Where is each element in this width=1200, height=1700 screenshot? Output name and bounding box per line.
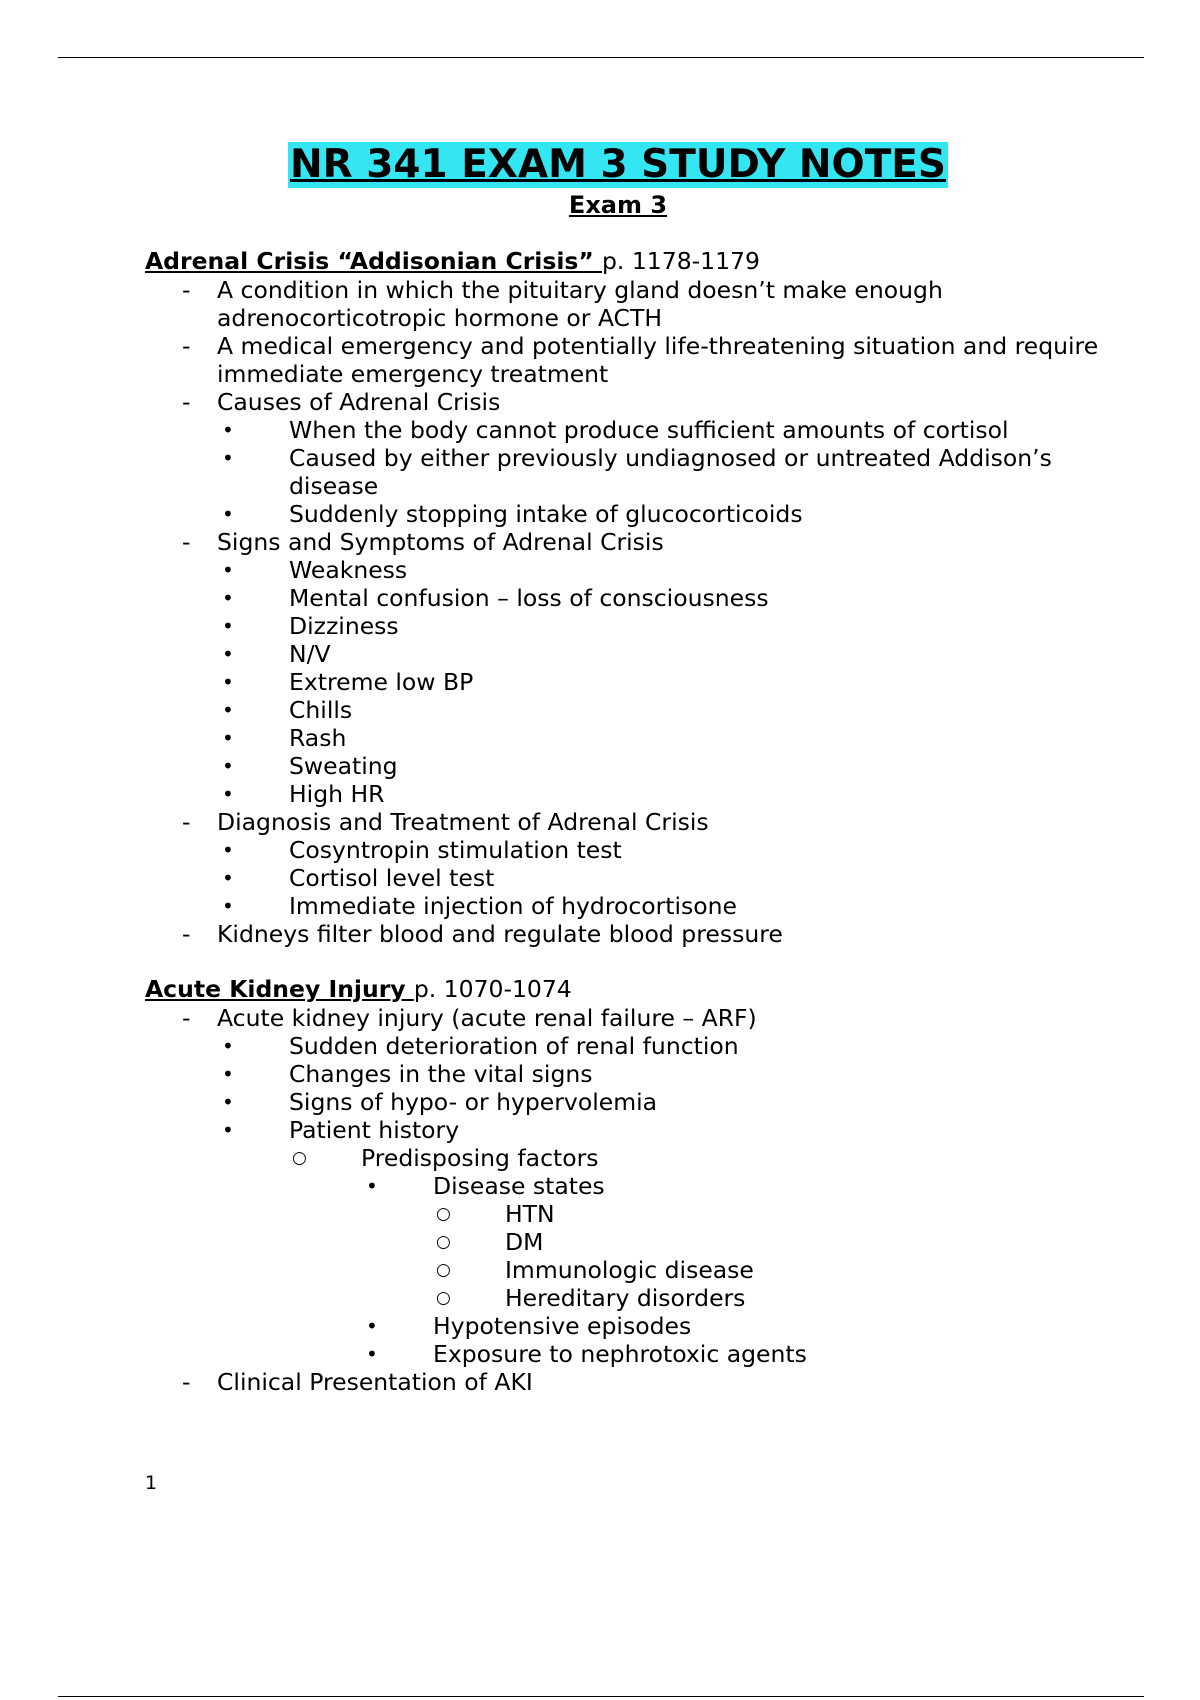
list-item (217, 1088, 1105, 1116)
list-item (289, 1144, 1105, 1368)
section-list (145, 276, 1105, 948)
list-item (433, 1200, 1105, 1228)
list-item (145, 528, 1105, 808)
list-item (361, 1172, 1105, 1312)
list-item (217, 584, 1105, 612)
sub-list (217, 836, 1105, 920)
circle-bullet-icon: ○ (436, 1232, 451, 1252)
list-item (217, 668, 1105, 696)
list-item (361, 1340, 1105, 1368)
list-item (217, 1032, 1105, 1060)
bullet-icon: • (222, 446, 234, 470)
section-heading (145, 246, 1105, 276)
item-text: Chills (289, 696, 353, 724)
list-item (217, 780, 1105, 808)
bullet-icon: • (222, 894, 234, 918)
dash-marker: - (182, 1004, 191, 1032)
item-text: A condition in which the pituitary gland doesn’t make enough adrenocorticotropic hormone or ACTH (217, 276, 943, 332)
dash-marker: - (182, 920, 191, 948)
item-text: Sudden deterioration of renal function (289, 1032, 739, 1060)
circle-bullet-icon: ○ (436, 1288, 451, 1308)
sub-list (217, 556, 1105, 808)
list-item (217, 752, 1105, 780)
list-item (217, 612, 1105, 640)
list-item (433, 1256, 1105, 1284)
item-text: Suddenly stopping intake of glucocorticoids (289, 500, 803, 528)
item-text: Hereditary disorders (505, 1284, 746, 1312)
item-text: Mental confusion – loss of consciousness (289, 584, 769, 612)
item-text: Patient history (289, 1116, 460, 1144)
item-text: Immediate injection of hydrocortisone (289, 892, 738, 920)
dash-marker: - (182, 276, 191, 304)
title-container (0, 142, 1200, 188)
bullet-icon: • (222, 754, 234, 778)
section-pages: p. 1070-1074 (413, 975, 572, 1003)
dash-marker: - (182, 332, 191, 360)
bullet-icon: • (222, 418, 234, 442)
bullet-icon: • (366, 1314, 378, 1338)
item-text: HTN (505, 1200, 555, 1228)
item-text: N/V (289, 640, 331, 668)
item-text: Causes of Adrenal Crisis (217, 388, 501, 416)
item-text: Diagnosis and Treatment of Adrenal Crisis (217, 808, 709, 836)
item-text: Exposure to nephrotoxic agents (433, 1340, 807, 1368)
item-text: High HR (289, 780, 385, 808)
page-number: 1 (145, 1472, 158, 1494)
section-title: Acute Kidney Injury (145, 975, 414, 1003)
bullet-icon: • (222, 1034, 234, 1058)
section-list (145, 1004, 1105, 1396)
list-item (145, 276, 1105, 332)
list-item (217, 696, 1105, 724)
dash-marker: - (182, 808, 191, 836)
document-title: NR 341 EXAM 3 STUDY NOTES (289, 142, 947, 187)
list-item (217, 1060, 1105, 1088)
item-text: Hypotensive episodes (433, 1312, 692, 1340)
item-text: Caused by either previously undiagnosed or untreated Addison’s disease (289, 444, 1052, 500)
bullet-icon: • (222, 1118, 234, 1142)
circle-bullet-icon: ○ (292, 1148, 307, 1168)
circle-bullet-icon: ○ (436, 1260, 451, 1280)
document-subtitle: Exam 3 (568, 191, 668, 219)
list-item (145, 808, 1105, 920)
dash-marker: - (182, 528, 191, 556)
bullet-icon: • (366, 1174, 378, 1198)
item-text: A medical emergency and potentially life-threatening situation and require immediate emergency treatment (217, 332, 1099, 388)
item-text: Signs of hypo- or hypervolemia (289, 1088, 658, 1116)
list-item (145, 1004, 1105, 1368)
sub-list (217, 1032, 1105, 1368)
sub-list (433, 1200, 1105, 1312)
bullet-icon: • (222, 838, 234, 862)
list-item (217, 640, 1105, 668)
dash-marker: - (182, 388, 191, 416)
bullet-icon: • (222, 782, 234, 806)
section-pages: p. 1178-1179 (602, 247, 760, 275)
sub-list (289, 1144, 1105, 1368)
list-item (217, 556, 1105, 584)
list-item (217, 500, 1105, 528)
item-text: Signs and Symptoms of Adrenal Crisis (217, 528, 664, 556)
bullet-icon: • (222, 502, 234, 526)
bullet-icon: • (222, 698, 234, 722)
header-rule (58, 57, 1144, 58)
list-item (145, 388, 1105, 528)
item-text: Extreme low BP (289, 668, 474, 696)
bullet-icon: • (222, 670, 234, 694)
list-item (217, 416, 1105, 444)
list-item (217, 444, 1105, 500)
bullet-icon: • (222, 614, 234, 638)
list-item (217, 892, 1105, 920)
bullet-icon: • (222, 1062, 234, 1086)
bullet-icon: • (366, 1342, 378, 1366)
item-text: Dizziness (289, 612, 399, 640)
subtitle-container (0, 190, 1200, 220)
item-text: Sweating (289, 752, 398, 780)
bullet-icon: • (222, 726, 234, 750)
footer-rule (58, 1696, 1144, 1697)
item-text: Acute kidney injury (acute renal failure – ARF) (217, 1004, 757, 1032)
notes-content (145, 246, 1105, 1396)
sub-list (217, 416, 1105, 528)
dash-marker: - (182, 1368, 191, 1396)
item-text: When the body cannot produce sufficient amounts of cortisol (289, 416, 1009, 444)
item-text: Clinical Presentation of AKI (217, 1368, 533, 1396)
item-text: Changes in the vital signs (289, 1060, 593, 1088)
circle-bullet-icon: ○ (436, 1204, 451, 1224)
item-text: Disease states (433, 1172, 605, 1200)
list-item (361, 1312, 1105, 1340)
list-item (217, 724, 1105, 752)
section-heading (145, 974, 1105, 1004)
list-item (433, 1284, 1105, 1312)
bullet-icon: • (222, 558, 234, 582)
bullet-icon: • (222, 866, 234, 890)
bullet-icon: • (222, 1090, 234, 1114)
list-item (145, 920, 1105, 948)
item-text: Predisposing factors (361, 1144, 599, 1172)
item-text: Rash (289, 724, 347, 752)
list-item (217, 1116, 1105, 1368)
bullet-icon: • (222, 642, 234, 666)
item-text: Cortisol level test (289, 864, 495, 892)
item-text: DM (505, 1228, 544, 1256)
item-text: Cosyntropin stimulation test (289, 836, 622, 864)
list-item (217, 864, 1105, 892)
item-text: Kidneys filter blood and regulate blood pressure (217, 920, 783, 948)
sub-list (361, 1172, 1105, 1368)
item-text: Immunologic disease (505, 1256, 754, 1284)
list-item (145, 332, 1105, 388)
list-item (217, 836, 1105, 864)
item-text: Weakness (289, 556, 408, 584)
list-item (145, 1368, 1105, 1396)
section-title: Adrenal Crisis “Addisonian Crisis” (145, 247, 602, 275)
list-item (433, 1228, 1105, 1256)
bullet-icon: • (222, 586, 234, 610)
